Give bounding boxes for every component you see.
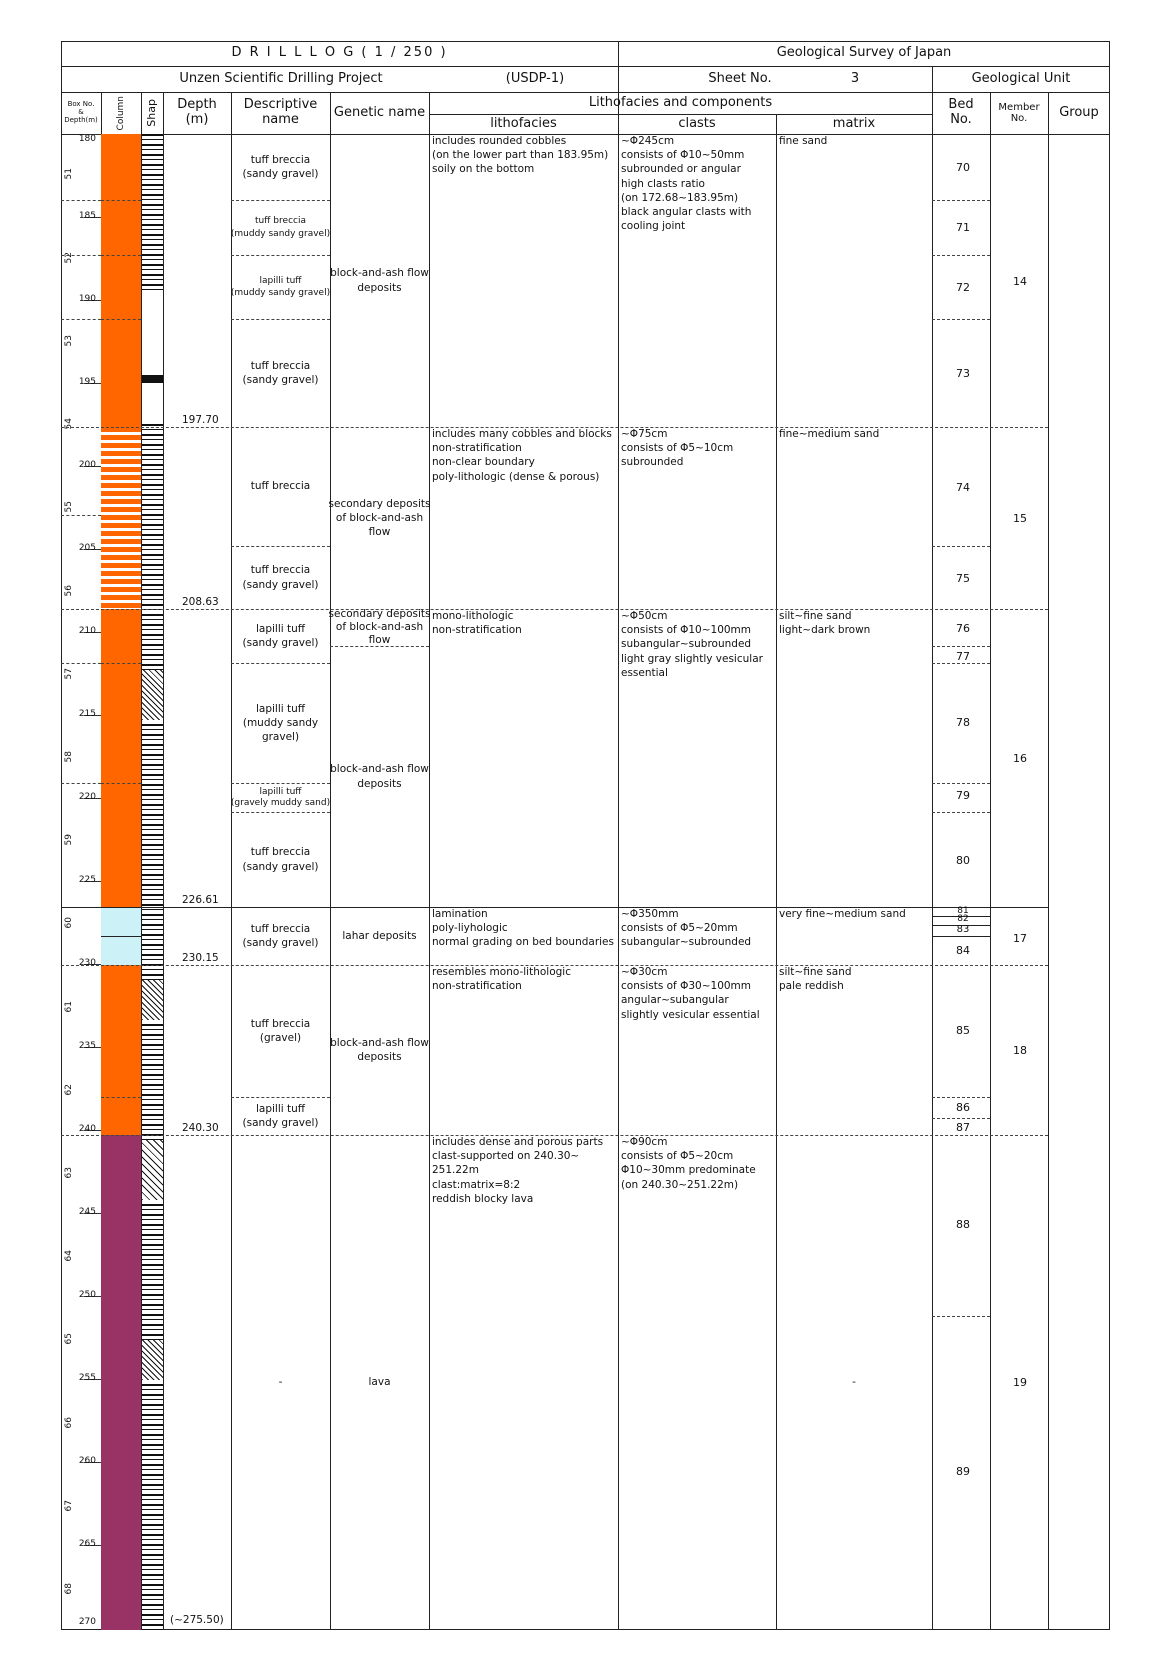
box-boundary	[61, 319, 101, 320]
desc-line: (sandy gravel)	[242, 860, 319, 873]
bed-number: 71	[956, 221, 970, 234]
clasts-cell	[618, 907, 776, 965]
box-number: 68	[64, 1583, 74, 1595]
desc-line: (gravel)	[259, 1032, 302, 1044]
shape-pattern-light-2	[142, 384, 163, 424]
desc-name-cell	[231, 427, 330, 546]
bed-line-column	[101, 1097, 141, 1098]
clasts-line: consists of Φ5~20mm	[621, 922, 738, 935]
matrix-line: silt~fine sand	[779, 966, 852, 978]
bed-number: 89	[956, 1465, 970, 1478]
matrix-cell	[776, 965, 932, 1135]
boundary-depth: 226.61	[182, 894, 219, 906]
clasts-line: consists of Φ5~10cm	[621, 442, 734, 455]
desc-name-cell	[231, 200, 330, 255]
box-number: 55	[64, 501, 74, 513]
matrix-line: -	[852, 1376, 856, 1389]
depth-tick-label: 255	[78, 1373, 96, 1383]
project-code: (USDP-1)	[505, 70, 565, 86]
bed-number: 86	[956, 1101, 970, 1114]
depth-tick-label: 265	[78, 1539, 96, 1549]
geological-unit-label: Geological Unit	[971, 70, 1071, 86]
desc-line: tuff breccia	[250, 359, 311, 372]
clasts-cell	[618, 609, 776, 907]
clasts-line: consists of Φ10~100mm	[621, 624, 752, 637]
col-header-shape	[141, 92, 163, 134]
depth-tick-label: 270	[78, 1617, 96, 1627]
litho-line: clast:matrix=8:2	[432, 1178, 521, 1191]
depth-tick-label: 215	[78, 709, 96, 719]
desc-name-cell	[231, 663, 330, 783]
desc-line: tuff breccia	[250, 564, 311, 577]
clasts-line: ~Φ75cm	[621, 428, 668, 440]
litho-line: non-stratification	[432, 442, 522, 455]
col-header-lithofacies: lithofacies	[490, 115, 557, 131]
bed-line-column	[101, 200, 141, 201]
depth-tick-label: 245	[78, 1207, 96, 1217]
clasts-cell	[618, 427, 776, 609]
project-name: Unzen Scientific Drilling Project	[179, 70, 383, 86]
col-header-column	[101, 92, 141, 134]
clasts-line: Φ10~30mm predominate	[621, 1164, 756, 1177]
bed-separator	[932, 1118, 990, 1119]
matrix-cell	[776, 134, 932, 427]
litho-line: includes rounded cobbles	[432, 135, 567, 147]
bed-label: Bed	[948, 97, 974, 113]
bed-number: 82	[957, 914, 969, 924]
member-number: 19	[1013, 1376, 1027, 1389]
desc-line: tuff breccia	[250, 922, 311, 935]
col-sep-member	[1048, 92, 1049, 1630]
clasts-line: ~Φ30cm	[621, 966, 668, 978]
bed-separator	[932, 812, 990, 813]
depth-tick-label: 225	[78, 875, 96, 885]
clasts-cell	[618, 1135, 776, 1630]
depth-unit-label: (m)	[185, 112, 209, 127]
desc-line: tuff breccia	[250, 480, 311, 493]
bed-separator	[932, 783, 990, 784]
desc-name-cell	[231, 134, 330, 200]
col-header-clasts: clasts	[678, 115, 716, 131]
box-number: 59	[64, 834, 74, 846]
desc-name-cell	[231, 1135, 330, 1630]
matrix-line: silt~fine sand	[779, 610, 852, 622]
col-header-bed	[932, 92, 990, 134]
bed-number: 78	[956, 716, 970, 729]
desc-name-cell	[231, 1097, 330, 1135]
matrix-line: fine sand	[779, 135, 828, 147]
member-number: 15	[1013, 512, 1027, 525]
box-number: 61	[64, 1001, 74, 1013]
bed-number: 73	[956, 367, 970, 380]
depth-tick-label: 240	[78, 1124, 96, 1134]
desc-line: (gravely muddy sand)	[230, 797, 331, 808]
shape-label: Shap	[144, 99, 158, 127]
depth-tick-label: 235	[78, 1041, 96, 1051]
desc-line: (sandy gravel)	[242, 1117, 319, 1129]
clasts-line: ~Φ350mm	[621, 908, 679, 920]
bed-separator	[932, 663, 990, 664]
desc-line: tuff breccia	[250, 846, 311, 859]
box-number: 67	[64, 1500, 74, 1512]
box-number: 62	[64, 1084, 74, 1096]
litho-line: includes many cobbles and blocks	[432, 428, 612, 440]
sheet-number: 3	[850, 70, 860, 86]
bed-separator	[932, 1316, 990, 1317]
depth-tick-label: 185	[78, 211, 96, 221]
genetic-line: flow	[368, 526, 391, 539]
box-number: 64	[64, 1250, 74, 1262]
col-header-litho-group: Lithofacies and components	[588, 94, 773, 110]
genetic-line: secondary deposits	[328, 607, 431, 620]
box-boundary	[61, 783, 101, 784]
bed-number: 81	[957, 906, 969, 916]
matrix-cell	[776, 609, 932, 907]
col-sep-matrix	[932, 92, 933, 1630]
bed-separator	[932, 319, 990, 320]
member-label: Member	[998, 101, 1040, 113]
box-number: 53	[64, 335, 74, 347]
clasts-line: ~Φ90cm	[621, 1136, 668, 1148]
desc-name-cell	[231, 319, 330, 427]
desc-line: lapilli tuff	[259, 786, 302, 797]
desc-name-cell	[231, 255, 330, 319]
genetic-name-cell	[330, 646, 429, 907]
col-header-box-depth	[61, 92, 101, 134]
genetic-line: of block-and-ash	[335, 620, 424, 633]
box-label: Box No.	[67, 100, 95, 109]
clasts-cell	[618, 965, 776, 1135]
lithology-column-striped	[101, 427, 141, 609]
litho-line: 251.22m	[432, 1164, 479, 1177]
clasts-line: (on 240.30~251.22m)	[621, 1178, 739, 1191]
bed-separator	[932, 936, 990, 937]
genetic-line: deposits	[357, 777, 402, 790]
depth-tick-label: 260	[78, 1456, 96, 1466]
box-boundary	[61, 200, 101, 201]
col-header-depth	[163, 92, 231, 134]
shape-pattern-hatched-2	[142, 980, 163, 1020]
matrix-cell	[776, 1135, 932, 1630]
desc-line: (muddy sandy gravel)	[230, 288, 331, 298]
genetic-line: deposits	[357, 1051, 402, 1063]
box-number: 66	[64, 1417, 74, 1429]
shape-pattern-dense-1	[142, 375, 163, 383]
member-no-label: No.	[1010, 113, 1028, 124]
shape-pattern-cross	[142, 1140, 163, 1200]
member-number: 18	[1013, 1044, 1027, 1057]
col-sep-shape	[163, 92, 164, 1630]
lithology-column-lava	[101, 1135, 141, 1630]
matrix-line: light~dark brown	[779, 624, 871, 637]
amp-label: &	[78, 108, 84, 117]
bed-number: 83	[956, 924, 970, 935]
genetic-line: lahar deposits	[342, 929, 417, 942]
litho-line: clast-supported on 240.30~	[432, 1150, 580, 1163]
clasts-line: cooling joint	[621, 220, 686, 233]
genetic-line: of block-and-ash	[335, 511, 424, 524]
litho-line: resembles mono-lithologic	[432, 966, 571, 978]
member-number: 17	[1013, 932, 1027, 945]
depth-tick-label: 220	[78, 792, 96, 802]
col-header-genetic: Genetic name	[333, 104, 426, 120]
depth-tick-label: 205	[78, 543, 96, 553]
bed-number: 72	[956, 281, 970, 294]
clasts-line: essential	[621, 666, 668, 679]
box-boundary	[61, 255, 101, 256]
bed-separator	[932, 546, 990, 547]
desc-name-cell	[231, 965, 330, 1097]
depth-tick-label: 200	[78, 460, 96, 470]
litho-line: normal grading on bed boundaries	[432, 936, 614, 949]
genetic-name-cell	[330, 1135, 429, 1630]
lithofacies-cell	[429, 965, 618, 1135]
genetic-name-cell	[330, 427, 429, 609]
desc-line: tuff breccia	[255, 216, 306, 227]
desc-line: (muddy sandy gravel)	[230, 228, 331, 239]
litho-line: reddish blocky lava	[432, 1192, 534, 1205]
matrix-cell	[776, 427, 932, 609]
litho-line: poly-liyhologic	[432, 922, 508, 935]
litho-line: non-clear boundary	[432, 456, 535, 469]
clasts-line: subangular~subrounded	[621, 936, 752, 949]
desc-line: -	[278, 1376, 283, 1389]
genetic-name-cell	[330, 907, 429, 965]
desc-name-cell	[231, 783, 330, 812]
bed-separator	[932, 1097, 990, 1098]
desc-line: lapilli tuff	[255, 622, 306, 635]
bed-number: 88	[956, 1218, 970, 1231]
lithofacies-cell	[429, 1135, 618, 1630]
clasts-line: high clasts ratio	[621, 177, 705, 190]
box-number: 60	[64, 917, 74, 929]
box-number: 57	[64, 668, 74, 680]
desc-name-cell	[231, 546, 330, 609]
col-header-matrix: matrix	[832, 115, 876, 131]
desc-line: tuff breccia	[250, 1017, 311, 1030]
desc-line: (sandy gravel)	[242, 937, 319, 949]
desc-name-cell	[231, 907, 330, 965]
bed-number: 84	[956, 944, 970, 957]
litho-line: poly-lithologic (dense & porous)	[432, 470, 600, 483]
litho-line: lamination	[432, 908, 488, 920]
litho-line: includes dense and porous parts	[432, 1136, 604, 1148]
bed-number: 87	[956, 1121, 970, 1134]
depth-tick-label: 180	[78, 134, 96, 144]
col-header-group: Group	[1059, 104, 1099, 120]
genetic-line: block-and-ash flow	[330, 763, 429, 776]
lithofacies-cell	[429, 134, 618, 427]
bed-number: 85	[956, 1024, 970, 1037]
desc-line: tuff breccia	[250, 153, 311, 166]
box-number: 54	[64, 418, 74, 430]
box-number: 63	[64, 1167, 74, 1179]
col-header-member	[990, 92, 1048, 134]
lithofacies-cell	[429, 609, 618, 907]
descriptive-label: Descriptive	[243, 97, 318, 113]
member-number: 14	[1013, 275, 1027, 288]
bed-number: 70	[956, 161, 970, 174]
bed-line-column	[101, 783, 141, 784]
clasts-cell	[618, 134, 776, 427]
desc-name-cell	[231, 812, 330, 907]
matrix-cell	[776, 907, 932, 965]
bed-line-column	[101, 663, 141, 664]
box-number: 51	[64, 168, 74, 180]
desc-line: lapilli tuff	[259, 275, 302, 286]
lithofacies-cell	[429, 907, 618, 965]
desc-line: gravel)	[261, 731, 300, 744]
litho-line: non-stratification	[432, 980, 522, 993]
litho-line: mono-lithologic	[432, 610, 514, 622]
clasts-line: consists of Φ30~100mm	[621, 980, 752, 993]
genetic-name-cell	[330, 609, 429, 646]
depth-tick-label: 195	[78, 377, 96, 387]
bed-number: 75	[956, 572, 970, 585]
clasts-line: consists of Φ10~50mm	[621, 149, 745, 162]
genetic-name-cell	[330, 965, 429, 1135]
bed-separator	[932, 200, 990, 201]
clasts-line: ~Φ50cm	[621, 610, 668, 622]
bed-line-column	[101, 319, 141, 320]
box-number: 56	[64, 585, 74, 597]
genetic-line: secondary deposits	[328, 497, 431, 510]
lithology-column-orange-middle	[101, 609, 141, 907]
depth-tick-label: 250	[78, 1290, 96, 1300]
depth-tick-label: 210	[78, 626, 96, 636]
box-number: 52	[64, 252, 74, 264]
litho-line: (on the lower part than 183.95m)	[432, 149, 609, 162]
clasts-line: light gray slightly vesicular	[621, 652, 763, 665]
genetic-name-cell	[330, 134, 429, 427]
depth-tick-label: 190	[78, 294, 96, 304]
box-boundary	[61, 663, 101, 664]
col-header-descriptive	[231, 92, 330, 134]
bed-number: 76	[956, 622, 970, 635]
column-label: Column	[115, 95, 126, 131]
clasts-line: subrounded or angular	[621, 163, 741, 176]
organization-name: Geological Survey of Japan	[776, 45, 952, 61]
depth-tick-label: 230	[78, 958, 96, 968]
genetic-line: block-and-ash flow	[330, 1036, 429, 1049]
matrix-line: pale reddish	[779, 980, 844, 993]
litho-line: soily on the bottom	[432, 163, 535, 176]
clasts-line: subrounded	[621, 456, 684, 469]
clasts-line: angular~subangular	[621, 994, 729, 1007]
bed-separator	[932, 255, 990, 256]
clasts-line: ~Φ245cm	[621, 135, 675, 147]
desc-line: (sandy gravel)	[242, 374, 319, 386]
boundary-depth: 208.63	[182, 596, 219, 608]
bed-no-label: No.	[950, 112, 972, 127]
descriptive-name-label: name	[262, 112, 299, 127]
desc-line: lapilli tuff	[255, 702, 306, 715]
shape-pattern-hatched	[142, 670, 163, 720]
genetic-line: block-and-ash flow	[330, 267, 429, 280]
boundary-depth: 197.70	[182, 414, 219, 426]
bed-number: 74	[956, 481, 970, 494]
desc-line: (muddy sandy	[242, 716, 319, 729]
matrix-line: very fine~medium sand	[779, 908, 906, 920]
lithology-column-orange-lower	[101, 965, 141, 1135]
bed-line-lahar	[101, 936, 141, 937]
clasts-line: slightly vesicular essential	[621, 1008, 760, 1021]
desc-line: (sandy gravel)	[242, 578, 319, 591]
bed-number: 80	[956, 854, 970, 867]
member-number: 16	[1013, 752, 1027, 765]
shape-pattern-light-1	[142, 290, 163, 375]
bed-number: 79	[956, 789, 970, 802]
litho-line: non-stratification	[432, 624, 522, 637]
box-number: 58	[64, 751, 74, 763]
shape-pattern-hatched-3	[142, 1340, 163, 1380]
boundary-depth: (~275.50)	[170, 1614, 224, 1626]
box-number: 65	[64, 1333, 74, 1345]
genetic-line: flow	[368, 634, 391, 647]
depth-label: Depth	[177, 97, 217, 113]
clasts-line: black angular clasts with	[621, 205, 752, 218]
boundary-depth: 230.15	[182, 952, 219, 964]
genetic-line: lava	[368, 1376, 391, 1389]
box-boundary	[61, 515, 101, 516]
desc-name-cell	[231, 609, 330, 663]
genetic-line: deposits	[357, 281, 402, 294]
lithology-column-orange-upper	[101, 134, 141, 427]
sheet-label: Sheet No.	[708, 70, 772, 86]
lithofacies-cell	[429, 427, 618, 609]
desc-line: (sandy gravel)	[242, 637, 319, 649]
boundary-depth: 240.30	[182, 1122, 219, 1134]
clasts-line: consists of Φ5~20cm	[621, 1150, 734, 1163]
depth-m-label: Depth(m)	[64, 115, 98, 124]
bed-separator	[932, 646, 990, 647]
clasts-line: subangular~subrounded	[621, 638, 752, 651]
bed-number: 77	[956, 650, 970, 663]
clasts-line: (on 172.68~183.95m)	[621, 191, 739, 204]
desc-line: (sandy gravel)	[242, 168, 319, 180]
bed-line-column	[101, 255, 141, 256]
matrix-line: fine~medium sand	[779, 428, 880, 440]
log-title: D R I L L L O G ( 1 / 250 )	[231, 45, 448, 61]
desc-line: lapilli tuff	[255, 1102, 306, 1115]
